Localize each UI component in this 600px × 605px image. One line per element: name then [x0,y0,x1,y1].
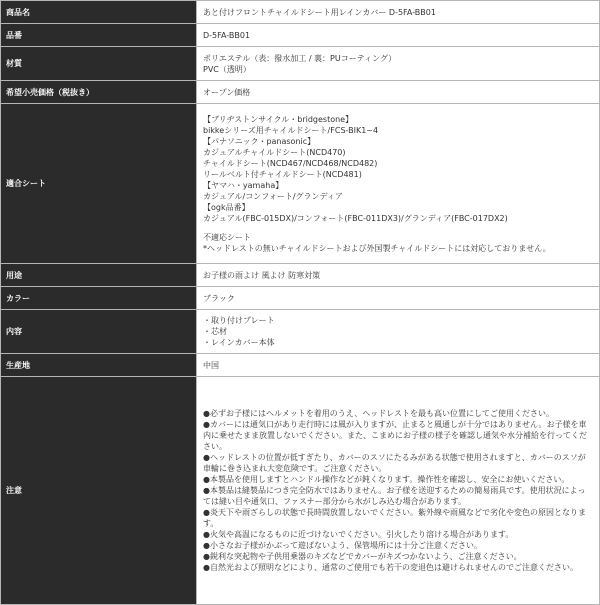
spec-line: カジュアル/コンフォート/グランディア [203,191,343,201]
spec-value-caution [197,377,600,605]
spec-value-origin [197,354,600,377]
spec-row-origin [1,354,600,377]
caution-item: ●カバーには通気口があり走行時には風が入りますが、止まると風通しが十分ではありません。お子様を車内に乗せたまま放置しないでください。また、こまめにお子様の様子を確認し通気や水分補給を行ってください。 [203,420,587,451]
spec-label-compatible-seats: 適合シート [1,104,197,264]
spec-row-usage [1,264,600,287]
spec-row-contents [1,310,600,354]
spec-value-model-number [197,24,600,47]
spec-row-compatible-seats [1,104,600,264]
spec-line: ブラック [203,293,235,303]
spec-label-origin: 生産地 [1,354,197,377]
spec-row-caution [1,377,600,605]
spec-label-color: カラー [1,287,197,310]
spec-line: ・取り付けプレート [203,316,275,325]
caution-item: ●必ずお子様にはヘルメットを着用のうえ、ヘッドレストを最も高い位置にしてご使用ください。 [203,409,554,418]
spec-line: bikkeシリーズ用チャイルドシート/FCS-BIK1~4 [203,125,379,135]
spec-label-material: 材質 [1,47,197,81]
spec-line: リールベルト付チャイルドシート(NCD481) [203,169,362,179]
caution-item: ●火気や高温になるものに近づけないでください。引火したり溶ける場合があります。 [203,530,514,539]
caution-item: ●本製品は縫製品につき完全防水ではありません。お子様を送迎するための簡易雨具です。使用状況によっては縫い目や通気口、ファスナー部分から水がしみ込む場合があります。 [203,486,586,506]
spec-line: 【ヤマハ・yamaha】 [203,180,284,190]
spec-label-model-number: 品番 [1,24,197,47]
spec-row-model-number [1,24,600,47]
caution-item: ●ヘッドレストの位置が低すぎたり、カバーのスソにたるみがある状態で使用されますと、カバーのスソが車輪に巻き込まれ大変危険です。ご注意ください。 [203,453,586,473]
spec-label-caution: 注意 [1,377,197,605]
spec-line: *ヘッドレストの無いチャイルドシートおよび外国製チャイルドシートには対応しておりません。 [203,243,551,253]
spec-label-usage: 用途 [1,264,197,287]
spec-line: 【ogk品番】 [203,202,250,212]
spec-row-product-name [1,1,600,24]
spec-value-contents [197,310,600,354]
spec-line: 【パナソニック・panasonic】 [203,136,316,146]
spec-value-material [197,47,600,81]
spec-line: 不適応シート [203,232,251,242]
spec-line-spacer [203,224,593,232]
spec-value-retail-price [197,81,600,104]
caution-item: ●小さなお子様がかぶって遊ばないよう、保管場所には十分ご注意ください。 [203,541,482,550]
spec-line: オープン価格 [203,87,251,97]
caution-item: ●本製品を使用しますとハンドル操作などが鈍くなります。操作性を確認し、安全にお使いください。 [203,475,570,484]
caution-item: ●自然光および照明などにより、通常のご使用でも若干の変退色は避けられませんのでご注意ください。 [203,563,578,572]
spec-row-color [1,287,600,310]
spec-row-material [1,47,600,81]
spec-line: カジュアルチャイルドシート(NCD470) [203,147,346,157]
spec-line: あと付けフロントチャイルドシート用レインカバー D-5FA-BB01 [203,7,436,17]
spec-line: 中国 [203,360,219,370]
spec-label-contents: 内容 [1,310,197,354]
spec-label-product-name: 商品名 [1,1,197,24]
caution-item: ●炎天下や雨ざらしの状態で長時間放置しないでください。紫外線や雨風などで劣化や変色の原因となります。 [203,508,586,528]
spec-value-usage [197,264,600,287]
spec-line: PVC（透明） [203,64,251,74]
spec-line: ポリエステル（表：撥水加工 / 裏：PUコーティング） [203,53,397,63]
caution-item: ●鋭利な突起物や子供用乗器のキズなどでカバーがキズつかないよう、ご注意ください。 [203,552,522,561]
spec-row-retail-price [1,81,600,104]
spec-line: お子様の雨よけ 風よけ 防寒対策 [203,270,321,280]
spec-value-product-name [197,1,600,24]
spec-line: チャイルドシート(NCD467/NCD468/NCD482) [203,158,378,168]
spec-value-color [197,287,600,310]
spec-line: D-5FA-BB01 [203,30,251,40]
spec-line: カジュアル(FBC-015DX)/コンフォート(FBC-011DX3)/グランディア(FBC-017DX2) [203,213,508,223]
spec-value-compatible-seats [197,104,600,264]
spec-label-retail-price: 希望小売価格（税抜き） [1,81,197,104]
spec-line: 【ブリヂストンサイクル・bridgestone】 [203,114,354,124]
spec-line: ・レインカバー本体 [203,338,275,347]
spec-line: ・芯材 [203,327,227,336]
